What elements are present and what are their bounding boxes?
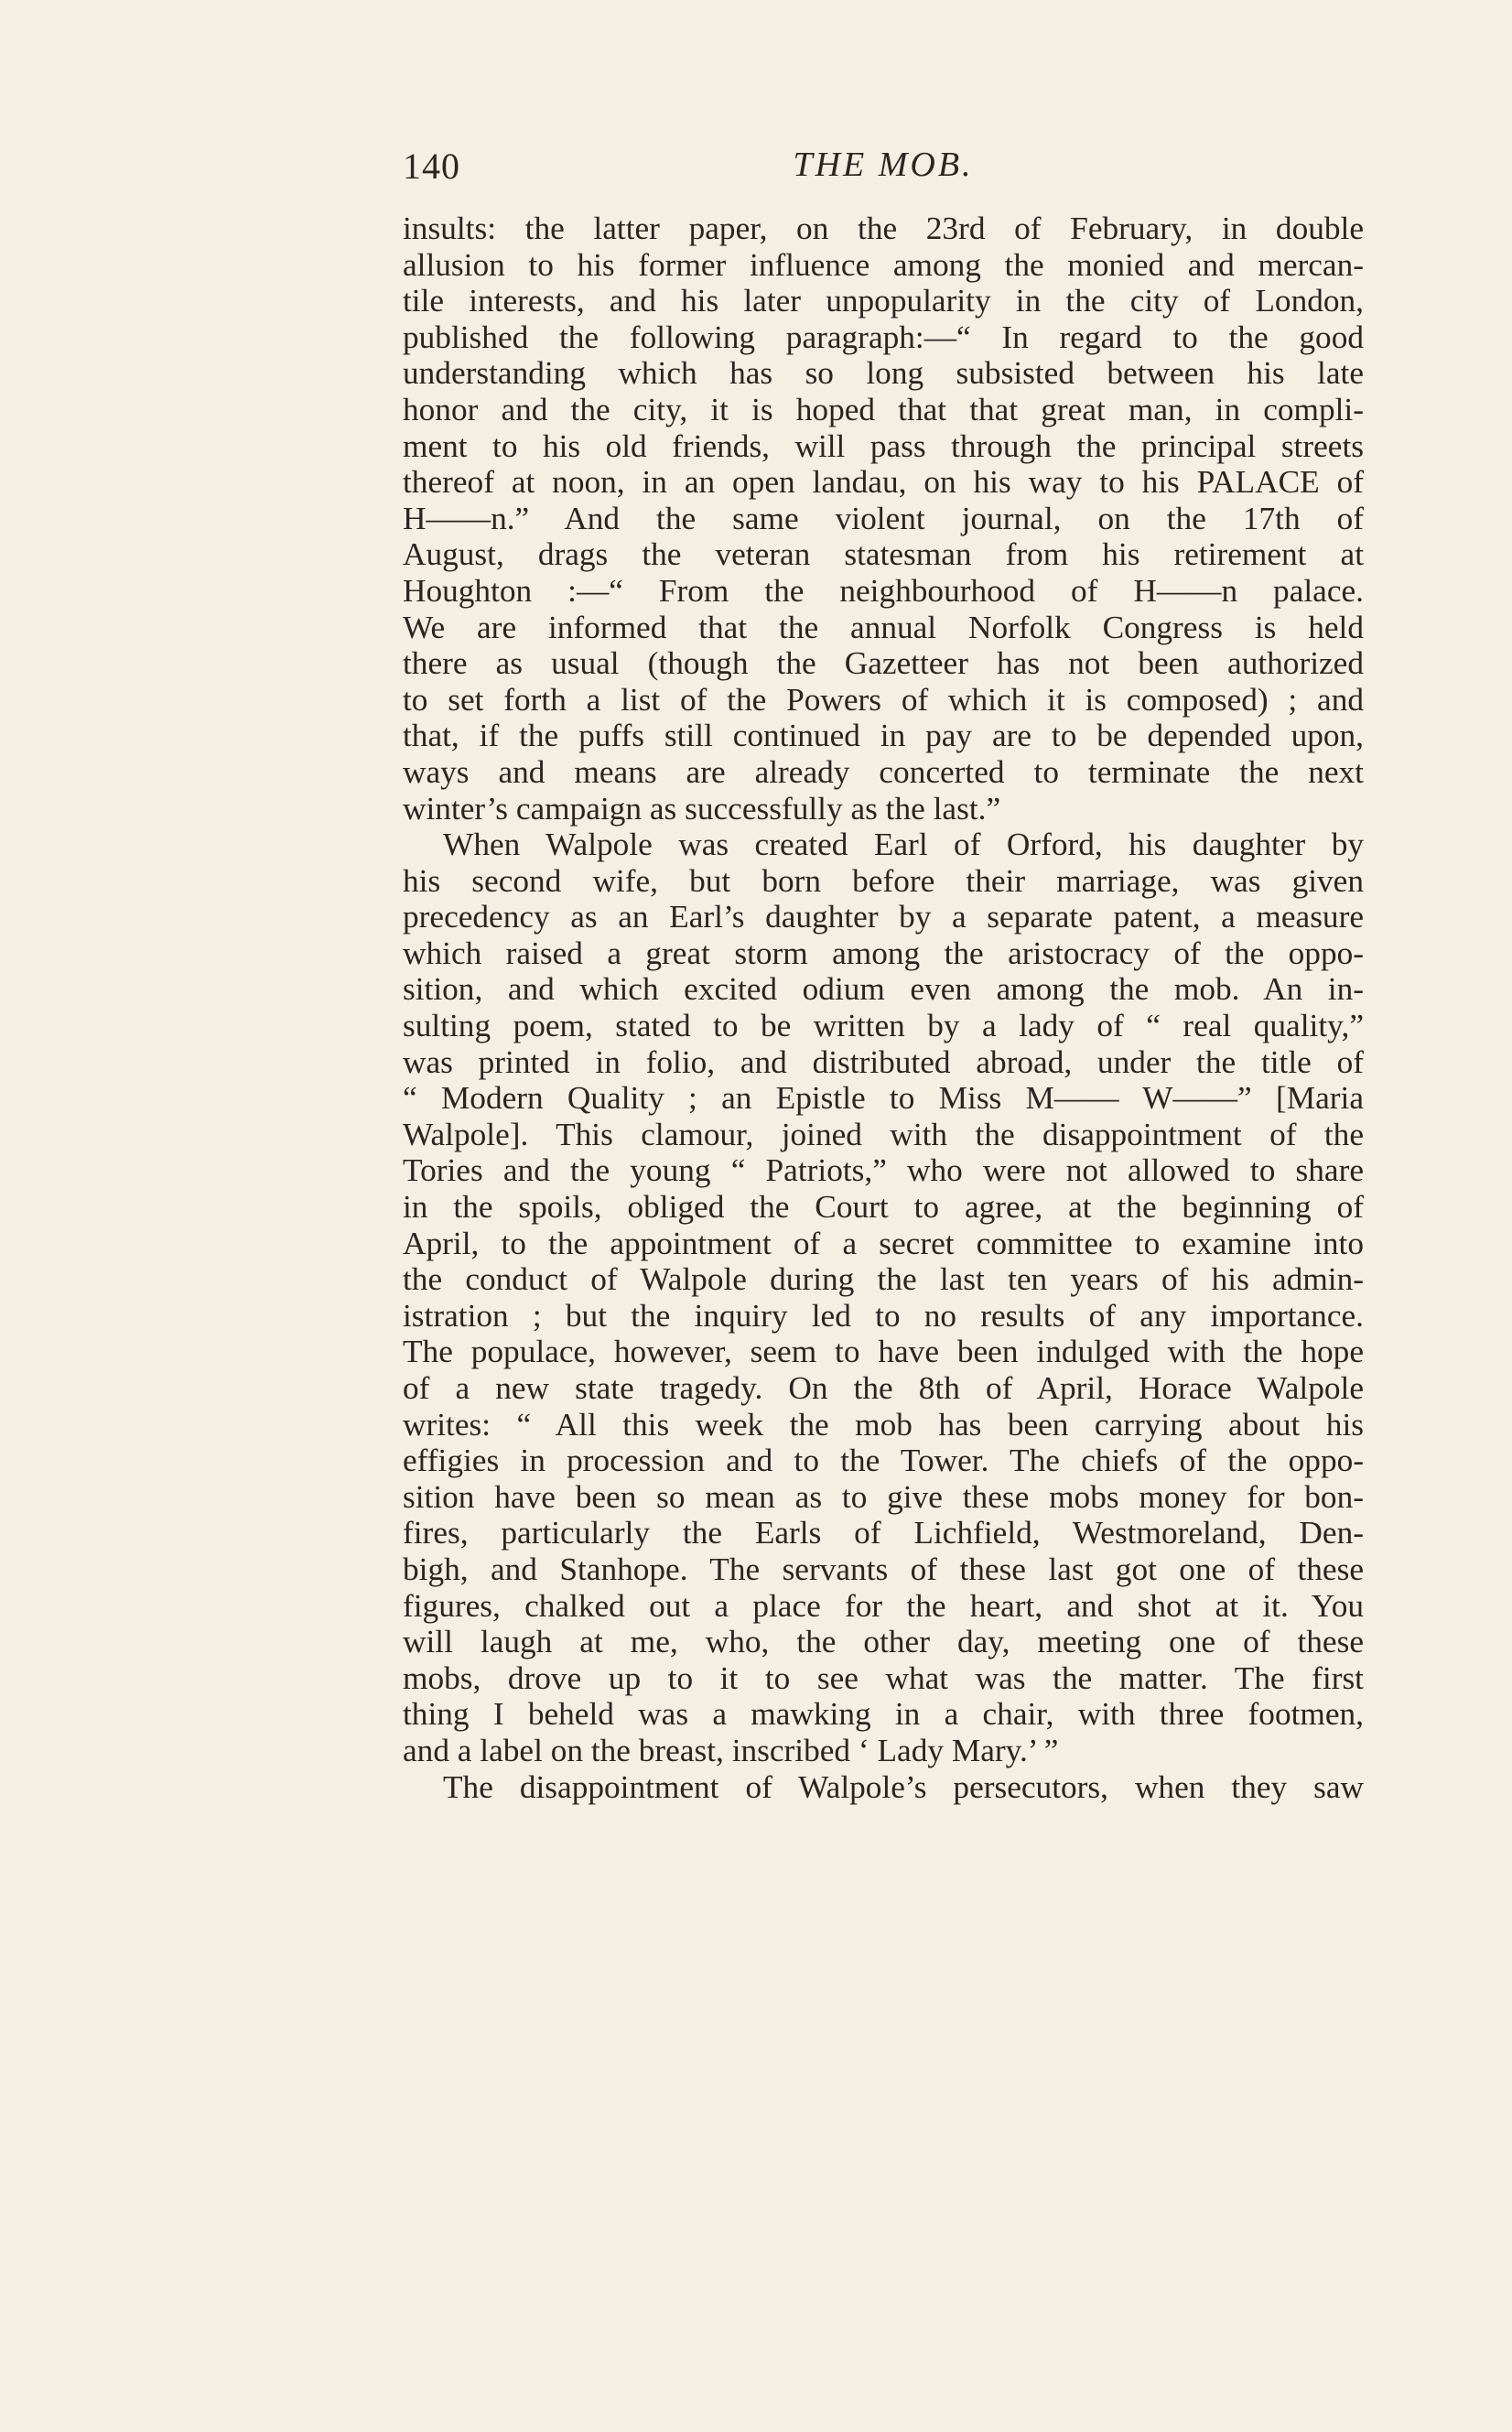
text-line: insults: the latter paper, on the 23rd of February, in double <box>403 211 1364 246</box>
body-text <box>403 211 1364 1805</box>
text-line: ment to his old friends, will pass through the principal streets <box>403 427 1364 464</box>
text-line: to set forth a list of the Powers of which it is composed) ; and <box>403 681 1364 718</box>
text-line: the conduct of Walpole during the last ten years of his admin- <box>403 1261 1364 1298</box>
running-head <box>403 145 1364 190</box>
text-line: fires, particularly the Earls of Lichfield, Westmoreland, Den- <box>403 1515 1364 1551</box>
text-line: was printed in folio, and distributed abroad, under the title of <box>403 1043 1364 1080</box>
text-line: sition have been so mean as to give these mobs money for bon- <box>403 1478 1364 1515</box>
text-line: H——n.” And the same violent journal, on the 17th of <box>403 500 1364 536</box>
text-line: that, if the puffs still continued in pay are to be depended upon, <box>403 718 1364 754</box>
text-line: The populace, however, seem to have been indulged with the hope <box>403 1334 1364 1370</box>
text-line: in the spoils, obliged the Court to agree, at the beginning of <box>403 1189 1364 1226</box>
text-line: thing I beheld was a mawking in a chair, with three footmen, <box>403 1696 1364 1733</box>
text-line: figures, chalked out a place for the heart, and shot at it. You <box>403 1587 1364 1624</box>
text-line: We are informed that the annual Norfolk Congress is held <box>403 609 1364 645</box>
text-line: sition, and which excited odium even among the mob. An in- <box>403 971 1364 1008</box>
text-line: Tories and the young “ Patriots,” who were not allowed to share <box>403 1152 1364 1189</box>
page-number: 140 <box>403 146 460 187</box>
text-line: Houghton :—“ From the neighbourhood of H——n palace. <box>403 572 1364 609</box>
text-line: The disappointment of Walpole’s persecutors, when they saw <box>443 1768 1364 1805</box>
text-line: sulting poem, stated to be written by a lady of “ real quality,” <box>403 1008 1364 1044</box>
text-line: winter’s campaign as successfully as the last.” <box>403 790 1001 827</box>
text-line: mobs, drove up to it to see what was the matter. The first <box>403 1659 1364 1696</box>
text-line: ways and means are already concerted to terminate the next <box>403 753 1364 790</box>
text-line: precedency as an Earl’s daughter by a separate patent, a measure <box>403 899 1364 935</box>
text-line: writes: “ All this week the mob has been carrying about his <box>403 1406 1364 1443</box>
text-line: honor and the city, it is hoped that that great man, in compli- <box>403 391 1364 427</box>
text-line: Walpole]. This clamour, joined with the disappointment of the <box>403 1116 1364 1152</box>
text-line: thereof at noon, in an open landau, on his way to his PALACE of <box>403 464 1364 501</box>
text-line: “ Modern Quality ; an Epistle to Miss M—— W——” [Maria <box>403 1080 1364 1117</box>
text-line: August, drags the veteran statesman from his retirement at <box>403 536 1364 573</box>
text-line: bigh, and Stanhope. The servants of these last got one of these <box>403 1551 1364 1587</box>
text-line: When Walpole was created Earl of Orford, his daughter by <box>443 827 1364 863</box>
text-line: istration ; but the inquiry led to no results of any importance. <box>403 1297 1364 1334</box>
text-line: effigies in procession and to the Tower. The chiefs of the oppo- <box>403 1443 1364 1479</box>
text-line: of a new state tragedy. On the 8th of April, Horace Walpole <box>403 1370 1364 1406</box>
text-line: allusion to his former influence among the monied and mercan- <box>403 246 1364 283</box>
text-line: his second wife, but born before their marriage, was given <box>403 862 1364 899</box>
text-line: there as usual (though the Gazetteer has not been authorized <box>403 645 1364 682</box>
text-line: understanding which has so long subsisted between his late <box>403 355 1364 392</box>
text-line: and a label on the breast, inscribed ‘ Lady Mary.’ ” <box>403 1732 1059 1768</box>
text-line: April, to the appointment of a secret committee to examine into <box>403 1225 1364 1261</box>
text-line: tile interests, and his later unpopularity in the city of London, <box>403 283 1364 319</box>
running-title: THE MOB. <box>793 146 974 184</box>
text-line: will laugh at me, who, the other day, meeting one of these <box>403 1624 1364 1660</box>
text-line: published the following paragraph:—“ In regard to the good <box>403 319 1364 355</box>
text-line: which raised a great storm among the aristocracy of the oppo- <box>403 935 1364 971</box>
